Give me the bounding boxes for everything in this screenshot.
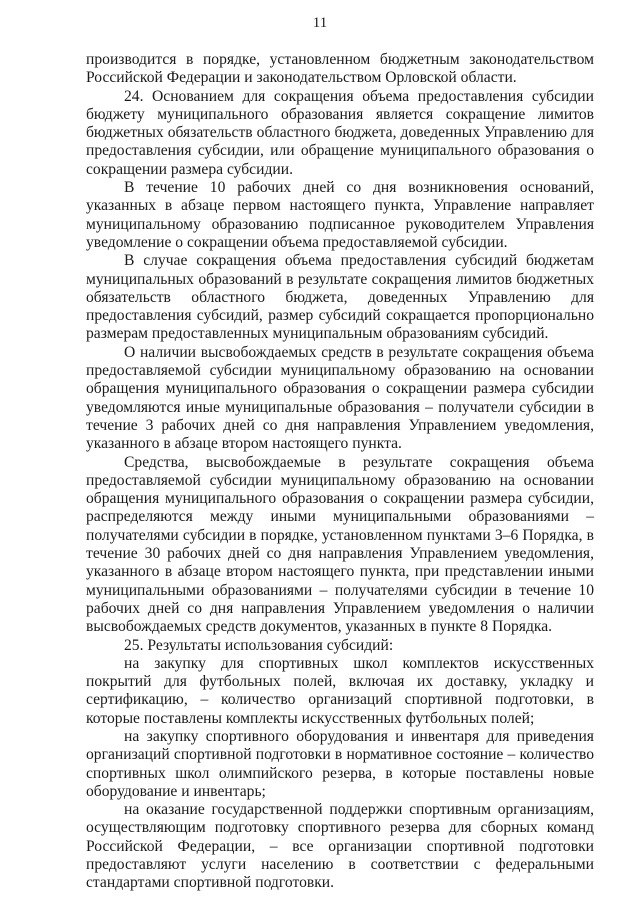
paragraph-continuation: производится в порядке, установленном бюджетным законодательством Российской Федерации и законодательством Орловской области. [86,51,594,87]
paragraph-result-equipment: на закупку спортивного оборудования и инвентаря для приведения организаций спортивной подготовки в нормативное состояние – количество спортивных школ олимпийского резерва, в которые поставлены новые оборудование и инвентарь; [86,727,594,800]
paragraph-notification-deadline: В течение 10 рабочих дней со дня возникновения оснований, указанных в абзаце первом настоящего пункта, Управление направляет муниципальному образованию подписанное руководителем Управления уведомление о сокращении объема предоставляемой субсидии. [86,179,594,251]
paragraph-result-football-fields: на закупку для спортивных школ комплектов искусственных покрытий для футбольных полей, включая их доставку, укладку и сертификацию, – количество организаций спортивной подготовки, в которые поставлены комплекты искусственных футбольных полей; [86,654,594,727]
paragraph-released-funds-distribution: Средства, высвобождаемые в результате сокращения объема предоставляемой субсидии муниципальному образованию на основании обращения муниципального образования о сокращении размера субсидии, распределяются между иными муниципальными образованиями – получателями субсидии в порядке, установленном пунктами 3–6 Порядка, в течение 30 рабочих дней со дня направления Управлением уведомления, указанного в абзаце втором настоящего пункта, при представлении иными муниципальными образованиями – получателями субсидии в течение 10 рабочих дней со дня направления Управлением уведомления о наличии высвобождаемых средств документов, указанных в пункте 8 Порядка. [86,453,594,636]
paragraph-item-25: 25. Результаты использования субсидий: [124,636,394,654]
paragraph-result-state-support: на оказание государственной поддержки спортивным организациям, осуществляющим подготовку спортивного резерва для сборных команд Российской Федерации, – все организации спортивной подготовки предоставляют услуги населению в соответствии с федеральными стандартами спортивной подготовки. [86,801,594,892]
page-number: 11 [312,15,328,31]
document-body [86,51,594,893]
paragraph-released-funds-notice: О наличии высвобождаемых средств в результате сокращения объема предоставляемой субсидии муниципальному образованию на основании обращения муниципального образования о сокращении размера субсидии уведомляются иные муниципальные образования – получатели субсидии в течение 3 рабочих дней со дня направления Управлением уведомления, указанного в абзаце втором настоящего пункта. [86,343,594,453]
paragraph-proportional-reduction: В случае сокращения объема предоставления субсидий бюджетам муниципальных образований в результате сокращения лимитов бюджетных обязательств областного бюджета, доведенных Управлению для предоставления субсидий, размер субсидий сокращается пропорционально размерам предоставленных муниципальным образованиям субсидий. [86,252,594,343]
paragraph-item-24: 24. Основанием для сокращения объема предоставления субсидии бюджету муниципального образования является сокращение лимитов бюджетных обязательств областного бюджета, доведенных Управлению для предоставления субсидии, или обращение муниципального образования о сокращении размера субсидии. [86,87,594,178]
